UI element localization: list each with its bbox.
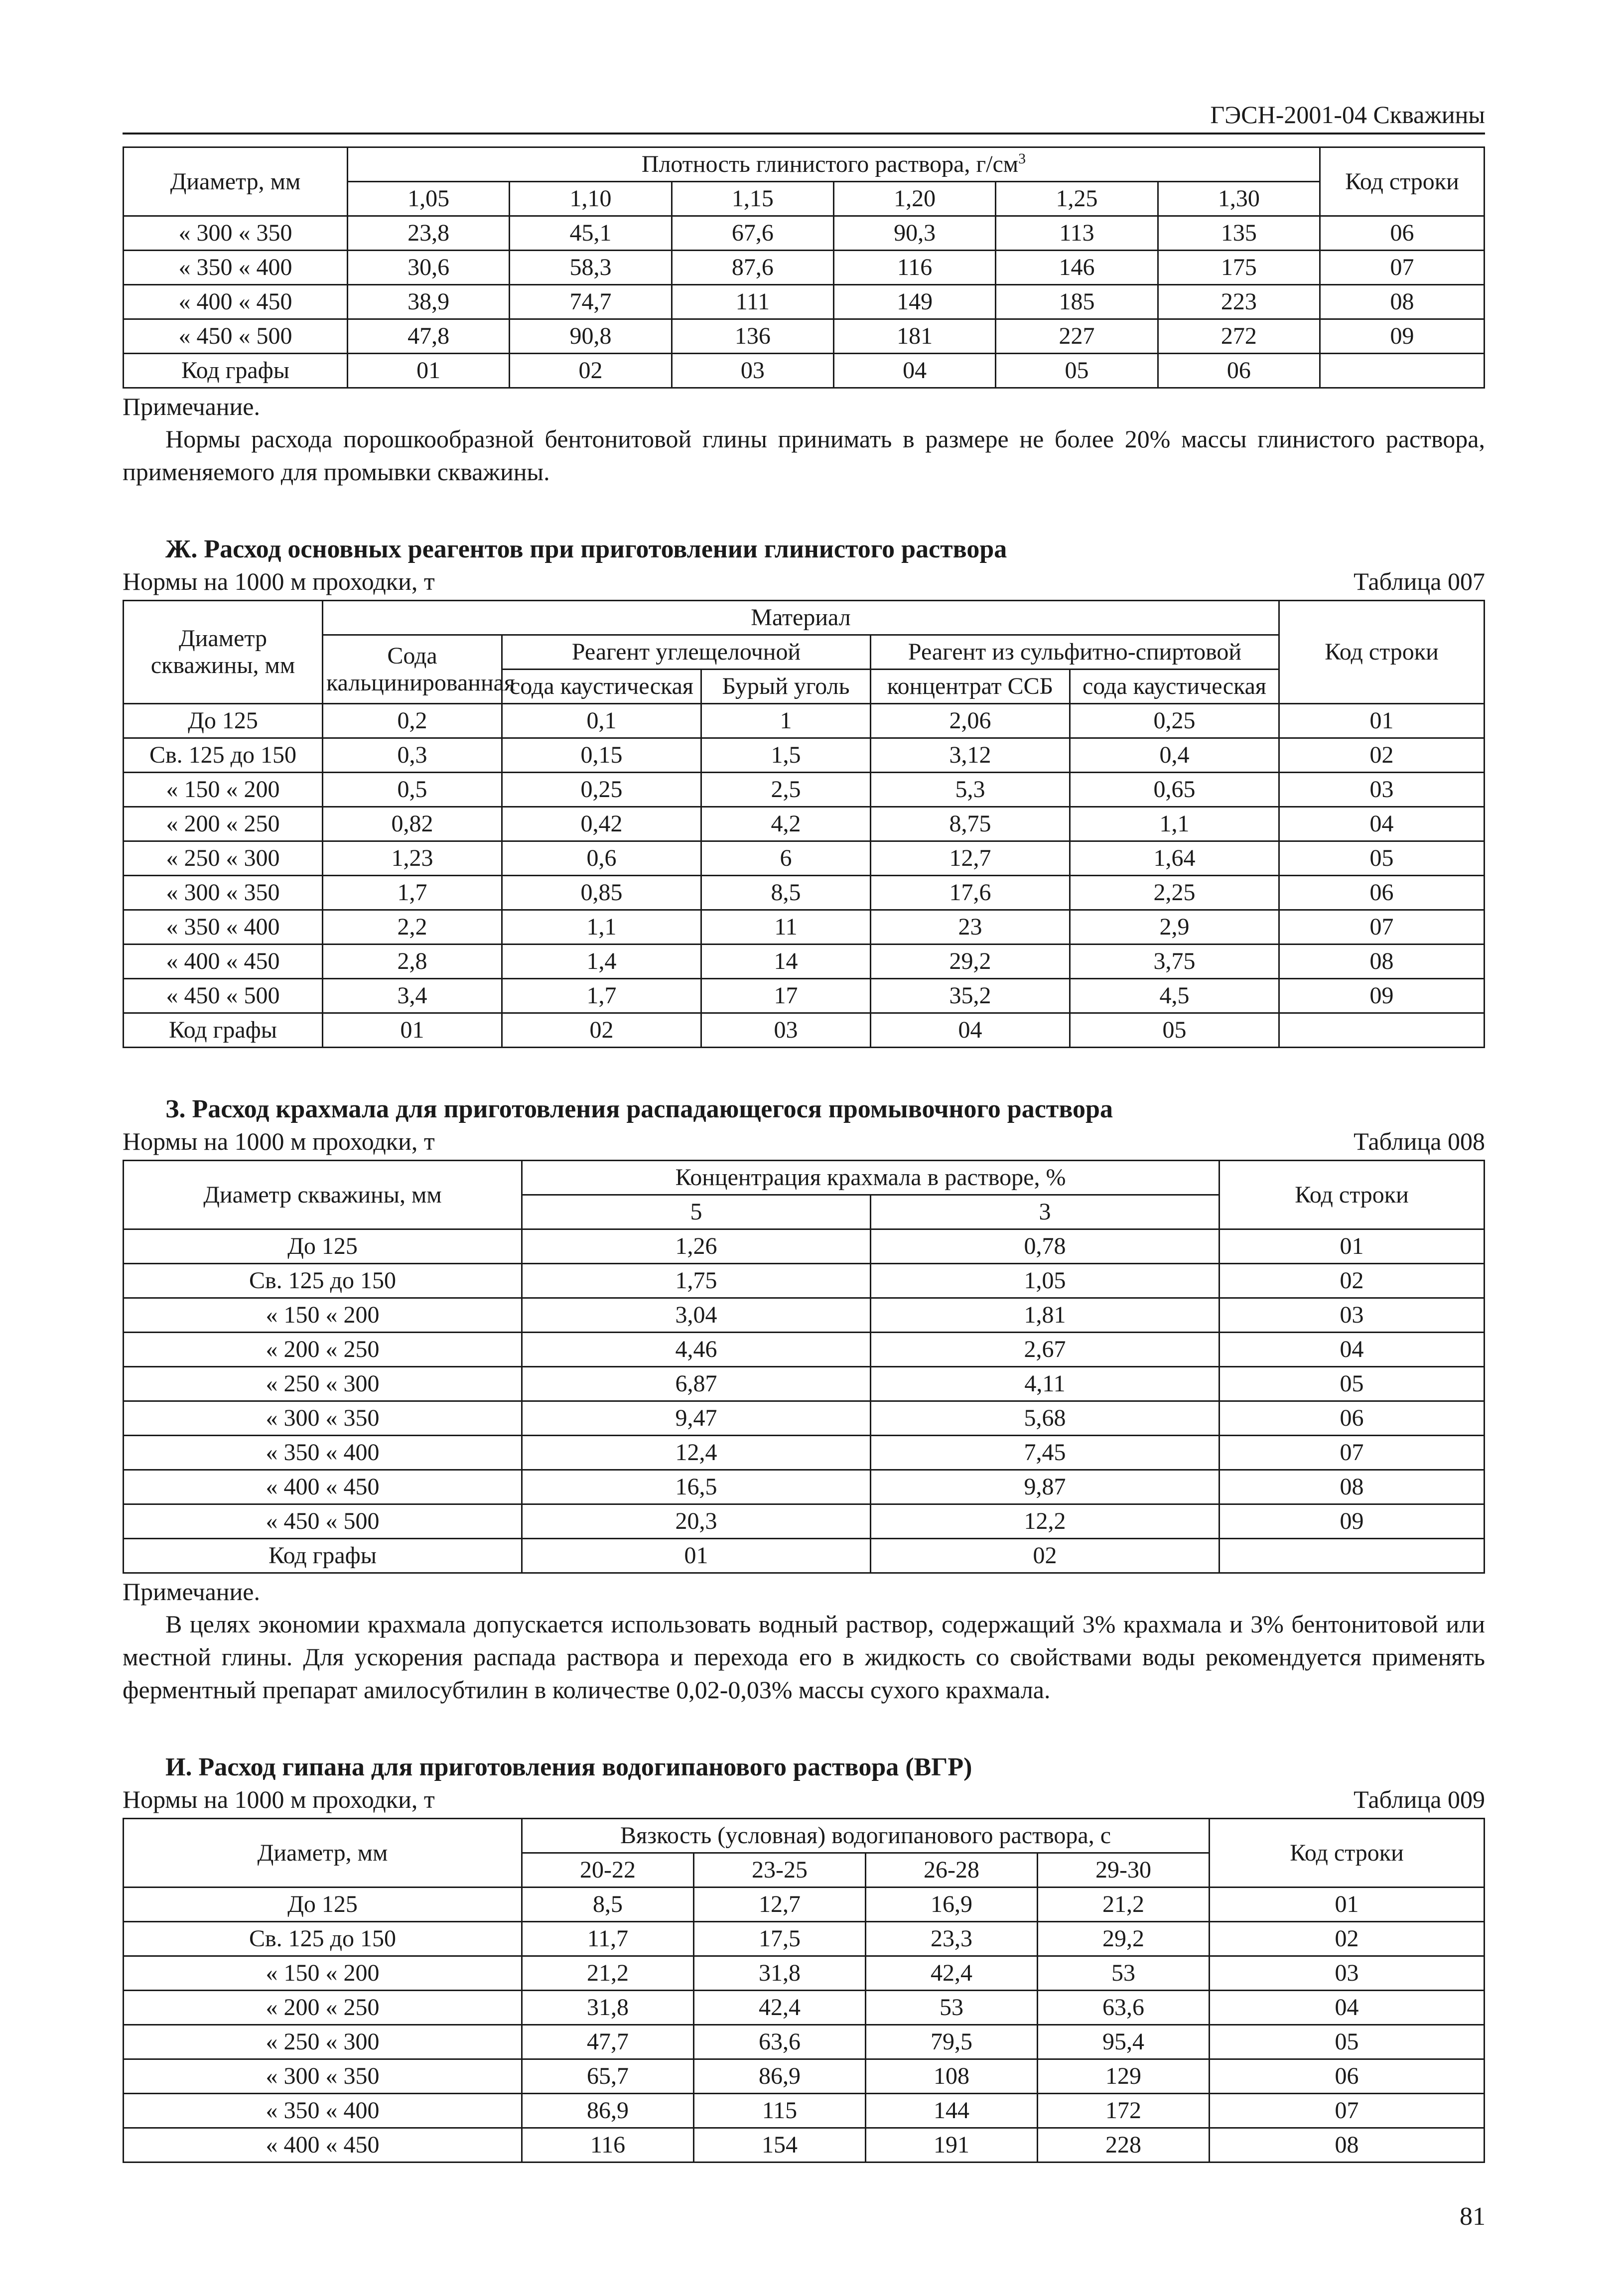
column-header-soda-caustic: сода каустическая xyxy=(502,670,701,704)
table-row xyxy=(124,354,1485,388)
row-label-cell: « 150 « 200 xyxy=(124,1298,522,1333)
table-cell: 02 xyxy=(1279,738,1485,773)
row-label-cell: Код графы xyxy=(124,1013,323,1048)
table-cell: 0,78 xyxy=(871,1229,1219,1264)
table-cell: 1 xyxy=(701,704,871,738)
table-cell: 1,26 xyxy=(522,1229,871,1264)
table-cell: 74,7 xyxy=(510,285,672,319)
row-label-cell: « 450 « 500 xyxy=(124,319,348,354)
table-cell: 1,05 xyxy=(871,1264,1219,1298)
column-header-density-value: 1,30 xyxy=(1158,182,1320,216)
table-row xyxy=(124,738,1485,773)
table-row xyxy=(124,1264,1485,1298)
norms-caption: Нормы на 1000 м проходки, т xyxy=(123,1785,435,1813)
table-cell: 07 xyxy=(1210,2094,1485,2128)
table-cell: 11,7 xyxy=(522,1922,694,1956)
table-row xyxy=(124,2128,1485,2162)
table-cell: 223 xyxy=(1158,285,1320,319)
table-cell: 181 xyxy=(833,319,995,354)
table-cell: 11 xyxy=(701,910,871,945)
table-row xyxy=(124,1991,1485,2025)
table-cell: 21,2 xyxy=(1038,1888,1210,1922)
table-cell: 9,87 xyxy=(871,1470,1219,1504)
row-label-cell: « 400 « 450 xyxy=(124,285,348,319)
table-cell: 185 xyxy=(996,285,1158,319)
norms-caption: Нормы на 1000 м проходки, т xyxy=(123,567,435,595)
table-cell: 2,5 xyxy=(701,773,871,807)
table-cell: 12,7 xyxy=(871,841,1070,876)
row-label-cell: До 125 xyxy=(124,1229,522,1264)
table-row xyxy=(124,1298,1485,1333)
table-reagents xyxy=(123,600,1485,1048)
table-cell: 129 xyxy=(1038,2059,1210,2094)
table-row xyxy=(124,1504,1485,1539)
column-header-row-code: Код строки xyxy=(1210,1819,1485,1888)
row-label-cell: Св. 125 до 150 xyxy=(124,1264,522,1298)
table-cell: 5,3 xyxy=(871,773,1070,807)
table-cell: 20,3 xyxy=(522,1504,871,1539)
table-cell: 1,64 xyxy=(1070,841,1279,876)
row-label-cell: « 300 « 350 xyxy=(124,1401,522,1436)
column-header-reagent-coal-alkali: Реагент углещелочной xyxy=(502,635,871,670)
table-cell: 3,75 xyxy=(1070,945,1279,979)
column-header-density-value: 1,25 xyxy=(996,182,1158,216)
table-gipan xyxy=(123,1818,1485,2163)
table-cell: 08 xyxy=(1320,285,1485,319)
row-label-cell: « 450 « 500 xyxy=(124,1504,522,1539)
table-row xyxy=(124,1013,1485,1048)
table-cell: 65,7 xyxy=(522,2059,694,2094)
table-cell: 17,6 xyxy=(871,876,1070,910)
table-cell: 31,8 xyxy=(522,1991,694,2025)
table-cell: 06 xyxy=(1219,1401,1485,1436)
row-label-cell: « 400 « 450 xyxy=(124,945,323,979)
table-cell: 01 xyxy=(1279,704,1485,738)
table-row xyxy=(124,2025,1485,2059)
table-number: Таблица 009 xyxy=(1353,1785,1485,1813)
column-header-soda-caustic: сода каустическая xyxy=(1070,670,1279,704)
table-cell: 90,8 xyxy=(510,319,672,354)
table-cell: 47,7 xyxy=(522,2025,694,2059)
table-cell: 21,2 xyxy=(522,1956,694,1991)
column-header-density-value: 1,15 xyxy=(672,182,833,216)
table-cell: 191 xyxy=(866,2128,1038,2162)
table-cell: 08 xyxy=(1219,1470,1485,1504)
table-row xyxy=(124,1436,1485,1470)
table-cell: 113 xyxy=(996,216,1158,251)
column-header-material: Материал xyxy=(323,601,1279,635)
table-cell: 149 xyxy=(833,285,995,319)
table-cell xyxy=(1219,1539,1485,1573)
column-header-concentration-value: 3 xyxy=(871,1195,1219,1229)
table-cell: 17 xyxy=(701,979,871,1013)
row-label-cell: « 300 « 350 xyxy=(124,876,323,910)
table-cell: 63,6 xyxy=(1038,1991,1210,2025)
table-cell: 8,75 xyxy=(871,807,1070,841)
table-cell: 3,04 xyxy=(522,1298,871,1333)
table-cell: 2,8 xyxy=(323,945,502,979)
table-cell xyxy=(1279,1013,1485,1048)
table-cell: 47,8 xyxy=(348,319,510,354)
table-cell: 86,9 xyxy=(694,2059,866,2094)
table-cell: 05 xyxy=(1210,2025,1485,2059)
table-cell: 86,9 xyxy=(522,2094,694,2128)
column-header-row-code: Код строки xyxy=(1279,601,1485,704)
table-row xyxy=(124,251,1485,285)
table-cell: 136 xyxy=(672,319,833,354)
table-cell: 1,5 xyxy=(701,738,871,773)
table-row xyxy=(124,979,1485,1013)
table-cell: 02 xyxy=(502,1013,701,1048)
table-cell: 67,6 xyxy=(672,216,833,251)
column-header-viscosity: Вязкость (условная) водогипанового раствора, с xyxy=(522,1819,1210,1853)
row-label-cell: До 125 xyxy=(124,1888,522,1922)
table-cell: 12,2 xyxy=(871,1504,1219,1539)
table-cell: 4,2 xyxy=(701,807,871,841)
table-cell: 01 xyxy=(522,1539,871,1573)
table-row xyxy=(124,1333,1485,1367)
table-cell: 17,5 xyxy=(694,1922,866,1956)
table-cell: 8,5 xyxy=(701,876,871,910)
table-cell: 04 xyxy=(1210,1991,1485,2025)
row-label-cell: « 400 « 450 xyxy=(124,1470,522,1504)
table-row xyxy=(124,841,1485,876)
table-cell: 30,6 xyxy=(348,251,510,285)
table-density-body xyxy=(124,216,1485,388)
table-cell: 12,4 xyxy=(522,1436,871,1470)
table-cell: 08 xyxy=(1279,945,1485,979)
row-label-cell: « 300 « 350 xyxy=(124,216,348,251)
column-header-density-value: 1,10 xyxy=(510,182,672,216)
table-cell: 01 xyxy=(323,1013,502,1048)
table-cell: 0,6 xyxy=(502,841,701,876)
table-cell: 09 xyxy=(1279,979,1485,1013)
row-label-cell: « 450 « 500 xyxy=(124,979,323,1013)
table-cell: 14 xyxy=(701,945,871,979)
running-header: ГЭСН-2001-04 Скважины xyxy=(123,100,1485,135)
table-cell: 0,85 xyxy=(502,876,701,910)
table-cell: 23 xyxy=(871,910,1070,945)
table-cell: 3,4 xyxy=(323,979,502,1013)
table-cell: 05 xyxy=(1070,1013,1279,1048)
table-row xyxy=(124,1470,1485,1504)
table-cell: 116 xyxy=(522,2128,694,2162)
table-subhead xyxy=(123,1126,1485,1157)
table-cell: 146 xyxy=(996,251,1158,285)
table-cell: 16,9 xyxy=(866,1888,1038,1922)
table-cell: 1,1 xyxy=(502,910,701,945)
table-cell: 272 xyxy=(1158,319,1320,354)
table-cell: 144 xyxy=(866,2094,1038,2128)
table-cell: 1,4 xyxy=(502,945,701,979)
table-cell: 12,7 xyxy=(694,1888,866,1922)
table-cell: 115 xyxy=(694,2094,866,2128)
row-label-cell: « 150 « 200 xyxy=(124,1956,522,1991)
table-cell: 111 xyxy=(672,285,833,319)
table-cell: 63,6 xyxy=(694,2025,866,2059)
row-label-cell: Св. 125 до 150 xyxy=(124,1922,522,1956)
table-cell: 23,3 xyxy=(866,1922,1038,1956)
table-cell: 227 xyxy=(996,319,1158,354)
table-cell: 228 xyxy=(1038,2128,1210,2162)
table-row xyxy=(124,876,1485,910)
table-cell: 06 xyxy=(1320,216,1485,251)
row-label-cell: « 250 « 300 xyxy=(124,1367,522,1401)
table-cell: 01 xyxy=(348,354,510,388)
column-header-viscosity-value: 23-25 xyxy=(694,1853,866,1888)
table-cell: 04 xyxy=(1219,1333,1485,1367)
row-label-cell: Код графы xyxy=(124,354,348,388)
column-header-concentration-value: 5 xyxy=(522,1195,871,1229)
table-cell: 42,4 xyxy=(694,1991,866,2025)
table-cell: 0,82 xyxy=(323,807,502,841)
table-row xyxy=(124,807,1485,841)
table-cell: 4,11 xyxy=(871,1367,1219,1401)
row-label-cell: « 250 « 300 xyxy=(124,841,323,876)
table-cell: 06 xyxy=(1210,2059,1485,2094)
table-cell xyxy=(1320,354,1485,388)
table-cell: 53 xyxy=(866,1991,1038,2025)
table-cell: 4,46 xyxy=(522,1333,871,1367)
row-label-cell: « 200 « 250 xyxy=(124,1333,522,1367)
table-cell: 45,1 xyxy=(510,216,672,251)
table-row xyxy=(124,704,1485,738)
table-cell: 03 xyxy=(1210,1956,1485,1991)
table-row xyxy=(124,2094,1485,2128)
note-text: Нормы расхода порошкообразной бентонитовой глины принимать в размере не более 20% массы глинистого раствора, применяемого для промывки скважины. xyxy=(123,425,1485,486)
table-number: Таблица 008 xyxy=(1353,1127,1485,1155)
table-cell: 3,12 xyxy=(871,738,1070,773)
table-cell: 23,8 xyxy=(348,216,510,251)
table-cell: 06 xyxy=(1158,354,1320,388)
column-header-viscosity-value: 20-22 xyxy=(522,1853,694,1888)
table-cell: 6,87 xyxy=(522,1367,871,1401)
table-row xyxy=(124,216,1485,251)
table-row xyxy=(124,773,1485,807)
column-header-density: Плотность глинистого раствора, $г/см^3$ xyxy=(348,147,1320,182)
table-subhead xyxy=(123,1784,1485,1815)
column-header-diameter: Диаметр, мм xyxy=(124,1819,522,1888)
section-title: З. Расход крахмала для приготовления распадающегося промывочного раствора xyxy=(165,1095,1113,1123)
table-cell: 0,4 xyxy=(1070,738,1279,773)
table-cell: 6 xyxy=(701,841,871,876)
table-cell: 5,68 xyxy=(871,1401,1219,1436)
row-label-cell: До 125 xyxy=(124,704,323,738)
table-number: Таблица 007 xyxy=(1353,567,1485,595)
row-label-cell: Код графы xyxy=(124,1539,522,1573)
table-cell: 29,2 xyxy=(1038,1922,1210,1956)
table-cell: 04 xyxy=(1279,807,1485,841)
note-label: Примечание. xyxy=(123,393,261,420)
table-cell: 03 xyxy=(672,354,833,388)
column-header-diameter: Диаметр, мм xyxy=(124,147,348,216)
row-label-cell: « 400 « 450 xyxy=(124,2128,522,2162)
row-label-cell: « 350 « 400 xyxy=(124,251,348,285)
row-label-cell: « 250 « 300 xyxy=(124,2025,522,2059)
table-cell: 16,5 xyxy=(522,1470,871,1504)
table-cell: 175 xyxy=(1158,251,1320,285)
table-cell: 79,5 xyxy=(866,2025,1038,2059)
table-cell: 0,15 xyxy=(502,738,701,773)
table-cell: 135 xyxy=(1158,216,1320,251)
table-cell: 04 xyxy=(833,354,995,388)
column-header-brown-coal: Бурый уголь xyxy=(701,670,871,704)
row-label-cell: « 350 « 400 xyxy=(124,910,323,945)
table-cell: 1,81 xyxy=(871,1298,1219,1333)
row-label-cell: « 200 « 250 xyxy=(124,807,323,841)
table-cell: 02 xyxy=(1210,1922,1485,1956)
column-header-ssb-concentrate: концентрат ССБ xyxy=(871,670,1070,704)
table-cell: 02 xyxy=(1219,1264,1485,1298)
table-row xyxy=(124,1229,1485,1264)
table-cell: 2,06 xyxy=(871,704,1070,738)
section-title: И. Расход гипана для приготовления водогипанового раствора (ВГР) xyxy=(165,1753,972,1781)
table-cell: 31,8 xyxy=(694,1956,866,1991)
table-cell: 0,1 xyxy=(502,704,701,738)
table-cell: 0,42 xyxy=(502,807,701,841)
table-cell: 87,6 xyxy=(672,251,833,285)
table-starch-body xyxy=(124,1229,1485,1573)
table-cell: 05 xyxy=(1219,1367,1485,1401)
table-row xyxy=(124,1401,1485,1436)
table-cell: 1,1 xyxy=(1070,807,1279,841)
table-cell: 0,25 xyxy=(1070,704,1279,738)
table-row xyxy=(124,1956,1485,1991)
table-row xyxy=(124,1367,1485,1401)
column-header-soda-calcined: Сода кальцинированная xyxy=(323,635,502,704)
note-text: В целях экономии крахмала допускается использовать водный раствор, содержащий 3% крахмала и 3% бентонитовой или местной глины. Для ускорения распада раствора и перехода его в жидкость со свойствами воды рекомендуется применять ферментный препарат амилосубтилин в количестве 0,02-0,03% массы сухого крахмала. xyxy=(123,1610,1485,1704)
note-label: Примечание. xyxy=(123,1578,261,1606)
table-density xyxy=(123,146,1485,389)
table-subhead xyxy=(123,566,1485,597)
table-cell: 0,25 xyxy=(502,773,701,807)
table-cell: 29,2 xyxy=(871,945,1070,979)
document-page xyxy=(123,100,1485,2163)
table-cell: 42,4 xyxy=(866,1956,1038,1991)
table-cell: 01 xyxy=(1219,1229,1485,1264)
column-header-diameter: Диаметр скважины, мм xyxy=(124,601,323,704)
column-header-density-value: 1,20 xyxy=(833,182,995,216)
column-header-row-code: Код строки xyxy=(1320,147,1485,216)
table-starch xyxy=(123,1160,1485,1574)
row-label-cell: « 300 « 350 xyxy=(124,2059,522,2094)
table-cell: 8,5 xyxy=(522,1888,694,1922)
column-header-density-value: 1,05 xyxy=(348,182,510,216)
norms-caption: Нормы на 1000 м проходки, т xyxy=(123,1127,435,1155)
column-header-row-code: Код строки xyxy=(1219,1161,1485,1229)
table-cell: 1,23 xyxy=(323,841,502,876)
table-cell: 04 xyxy=(871,1013,1070,1048)
table-cell: 03 xyxy=(1219,1298,1485,1333)
table-cell: 2,67 xyxy=(871,1333,1219,1367)
table-cell: 154 xyxy=(694,2128,866,2162)
table-cell: 90,3 xyxy=(833,216,995,251)
table-cell: 01 xyxy=(1210,1888,1485,1922)
table-reagents-body xyxy=(124,704,1485,1048)
table-cell: 1,7 xyxy=(502,979,701,1013)
table-cell: 58,3 xyxy=(510,251,672,285)
table-cell: 05 xyxy=(1279,841,1485,876)
table-cell: 108 xyxy=(866,2059,1038,2094)
table-cell: 172 xyxy=(1038,2094,1210,2128)
page-number: 81 xyxy=(1460,2202,1486,2231)
table-cell: 03 xyxy=(1279,773,1485,807)
table-gipan-body xyxy=(124,1888,1485,2162)
column-header-starch-concentration: Концентрация крахмала в растворе, % xyxy=(522,1161,1219,1195)
column-header-reagent-sulfite: Реагент из сульфитно-спиртовой xyxy=(871,635,1279,670)
table-cell: 07 xyxy=(1219,1436,1485,1470)
table-row xyxy=(124,1888,1485,1922)
row-label-cell: « 350 « 400 xyxy=(124,2094,522,2128)
table-row xyxy=(124,2059,1485,2094)
table-cell: 38,9 xyxy=(348,285,510,319)
table-cell: 0,3 xyxy=(323,738,502,773)
row-label-cell: « 150 « 200 xyxy=(124,773,323,807)
table-cell: 0,2 xyxy=(323,704,502,738)
row-label-cell: « 200 « 250 xyxy=(124,1991,522,2025)
table-cell: 0,65 xyxy=(1070,773,1279,807)
table-cell: 2,9 xyxy=(1070,910,1279,945)
table-cell: 53 xyxy=(1038,1956,1210,1991)
table-cell: 05 xyxy=(996,354,1158,388)
table-cell: 09 xyxy=(1219,1504,1485,1539)
table-row xyxy=(124,945,1485,979)
table-cell: 1,75 xyxy=(522,1264,871,1298)
column-header-viscosity-value: 29-30 xyxy=(1038,1853,1210,1888)
table-cell: 2,25 xyxy=(1070,876,1279,910)
table-cell: 02 xyxy=(871,1539,1219,1573)
table-cell: 03 xyxy=(701,1013,871,1048)
table-cell: 4,5 xyxy=(1070,979,1279,1013)
table-cell: 07 xyxy=(1279,910,1485,945)
table-cell: 95,4 xyxy=(1038,2025,1210,2059)
table-row xyxy=(124,1539,1485,1573)
table-cell: 9,47 xyxy=(522,1401,871,1436)
table-cell: 1,7 xyxy=(323,876,502,910)
column-header-viscosity-value: 26-28 xyxy=(866,1853,1038,1888)
table-cell: 06 xyxy=(1279,876,1485,910)
table-row xyxy=(124,910,1485,945)
table-row xyxy=(124,285,1485,319)
section-title: Ж. Расход основных реагентов при приготовлении глинистого раствора xyxy=(165,535,1007,563)
table-cell: 35,2 xyxy=(871,979,1070,1013)
table-cell: 116 xyxy=(833,251,995,285)
column-header-diameter: Диаметр скважины, мм xyxy=(124,1161,522,1229)
table-cell: 2,2 xyxy=(323,910,502,945)
table-row xyxy=(124,319,1485,354)
table-cell: 07 xyxy=(1320,251,1485,285)
table-cell: 0,5 xyxy=(323,773,502,807)
row-label-cell: « 350 « 400 xyxy=(124,1436,522,1470)
table-row xyxy=(124,1922,1485,1956)
table-cell: 02 xyxy=(510,354,672,388)
table-cell: 09 xyxy=(1320,319,1485,354)
table-cell: 7,45 xyxy=(871,1436,1219,1470)
table-cell: 08 xyxy=(1210,2128,1485,2162)
row-label-cell: Св. 125 до 150 xyxy=(124,738,323,773)
